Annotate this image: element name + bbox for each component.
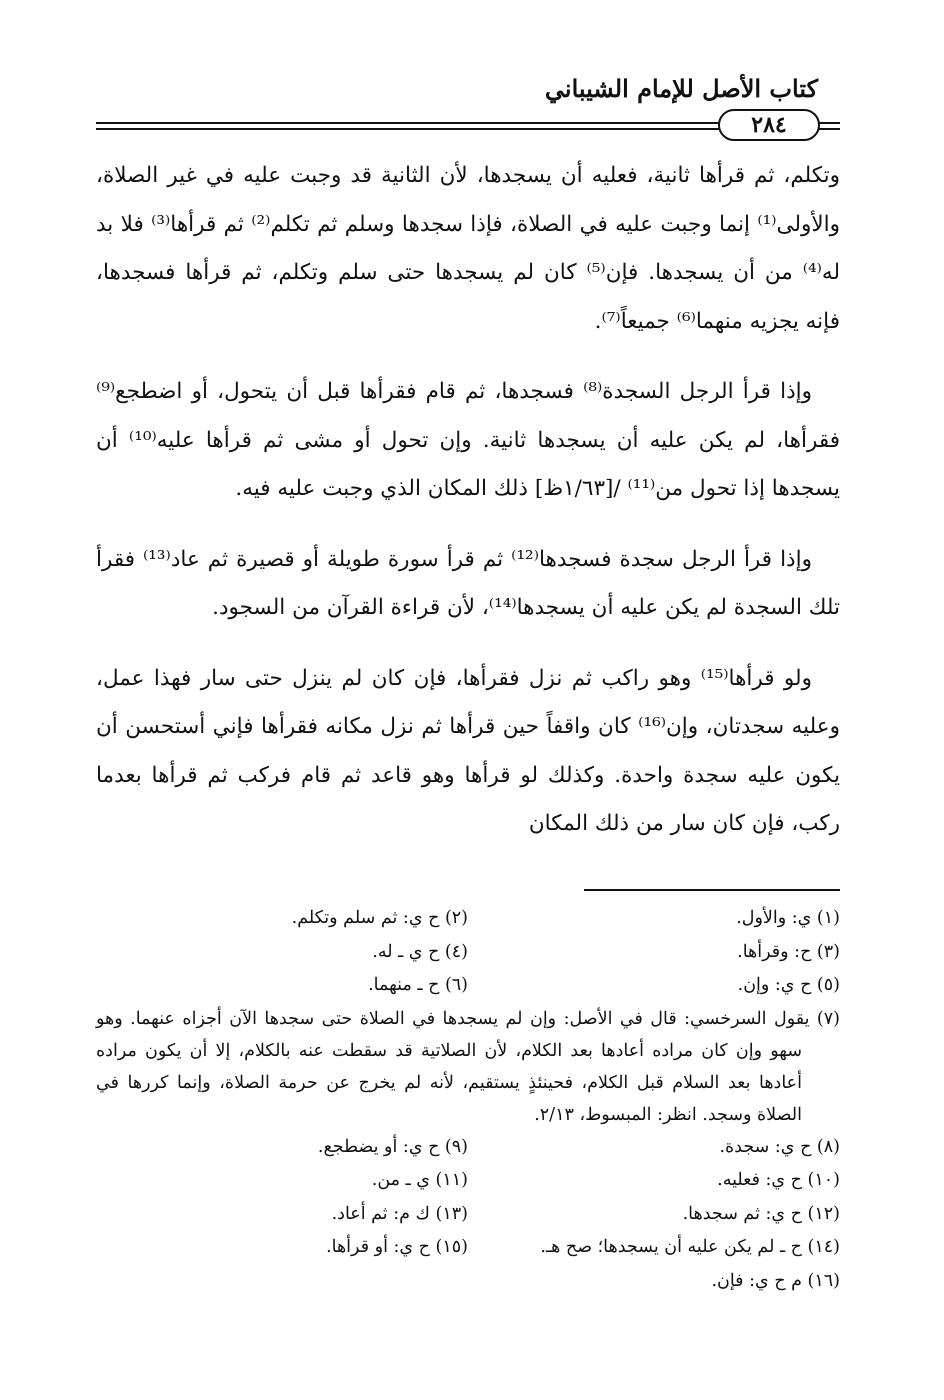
paragraph: وإذا قرأ الرجل سجدة فسجدها⁽¹²⁾ ثم قرأ سورة طويلة أو قصيرة ثم عاد⁽¹³⁾ فقرأ تلك السجدة لم يكن عليه أن يسجدها⁽¹⁴⁾، لأن قراءة القرآن من السجود. — [96, 546, 840, 620]
footnote: (٣) ح: وقرأها. — [737, 941, 840, 962]
footnote-row — [96, 969, 840, 1003]
footnote: (٤) ح ي ـ له. — [372, 941, 468, 962]
running-title: كتاب الأصل للإمام الشيباني — [544, 74, 818, 103]
footnote-long: (٧) يقول السرخسي: قال في الأصل: وإن لم يسجدها في الصلاة حتى سجدها الآن أجزاه عنهما. وهو سهو وإن كان مراده أعادها بعد الكلام، لأن الصلاتية قد سقطت عنه بالكلام، إلا أن يكون مراده أعادها بعد السلام قبل الكلام، فحينئذٍ يستقيم، لأنه لم يخرج عن حرمة الصلاة، وإنما كررها في الصلاة وسجد. انظر: المبسوط، ٢/١٣. — [96, 1008, 840, 1125]
footnote: (١٠) ح ي: فعليه. — [717, 1170, 840, 1190]
footnote-separator — [584, 889, 840, 891]
footnote: (١٢) ح ي: ثم سجدها. — [682, 1203, 840, 1224]
footnote: (١٦) م ح ي: فإن. — [711, 1270, 840, 1291]
paragraph: وإذا قرأ الرجل السجدة⁽⁸⁾ فسجدها، ثم قام فقرأها قبل أن يتحول، أو اضطجع⁽⁹⁾ فقرأها، لم يكن عليه أن يسجدها ثانية. وإن تحول أو مشى ثم قرأها عليه⁽¹⁰⁾ أن يسجدها إذا تحول من⁽¹¹⁾ /[١/٦٣ظ] ذلك المكان الذي وجبت عليه فيه. — [96, 379, 840, 501]
footnote-row — [96, 1131, 840, 1165]
footnote-row — [96, 1164, 840, 1198]
footnote-row — [96, 902, 840, 936]
footnote: (١٤) ح ـ لم يكن عليه أن يسجدها؛ صح هـ. — [540, 1237, 840, 1257]
footnote: (٥) ح ي: وإن. — [737, 975, 840, 995]
paragraph: وتكلم، ثم قرأها ثانية، فعليه أن يسجدها، لأن الثانية قد وجبت عليه في غير الصلاة، والأولى⁽¹⁾ إنما وجبت عليه في الصلاة، فإذا سجدها وسلم ثم تكلم⁽²⁾ ثم قرأها⁽³⁾ فلا بد له⁽⁴⁾ من أن يسجدها. فإن⁽⁵⁾ كان لم يسجدها حتى سلم وتكلم، ثم قرأها فسجدها، فإنه يجزيه منهما⁽⁶⁾ جميعاً⁽⁷⁾. — [96, 163, 841, 334]
page-number: ٢٨٤ — [718, 109, 820, 141]
footnote: (١١) ي ـ من. — [371, 1170, 468, 1190]
main-text — [96, 152, 840, 871]
footnote-row — [96, 1198, 840, 1232]
footnote: (١٣) ك م: ثم أعاد. — [331, 1203, 468, 1224]
footnote-row — [96, 1231, 840, 1265]
footnote-row — [96, 1265, 840, 1299]
paragraph: ولو قرأها⁽¹⁵⁾ وهو راكب ثم نزل فقرأها، فإن كان لم ينزل حتى سار فهذا عمل، وعليه سجدتان، وإن⁽¹⁶⁾ كان واقفاً حين قرأها ثم نزل مكانه فقرأها فإني أستحسن أن يكون عليه سجدة واحدة. وكذلك لو قرأها وهو قاعد ثم قام فركب ثم قرأها بعدما ركب، فإن كان سار من ذلك المكان — [96, 665, 840, 836]
footnote: (١٥) ح ي: أو قرأها. — [326, 1237, 468, 1257]
footnote: (٢) ح ي: ثم سلم وتكلم. — [291, 908, 468, 928]
footnote: (١) ي: والأول. — [736, 908, 840, 928]
footnote: (٦) ح ـ منهما. — [368, 975, 468, 995]
footnote-row — [96, 936, 840, 970]
footnotes — [96, 902, 840, 1298]
footnote: (٨) ح ي: سجدة. — [719, 1136, 840, 1157]
footnote: (٩) ح ي: أو يضطجع. — [317, 1136, 468, 1157]
